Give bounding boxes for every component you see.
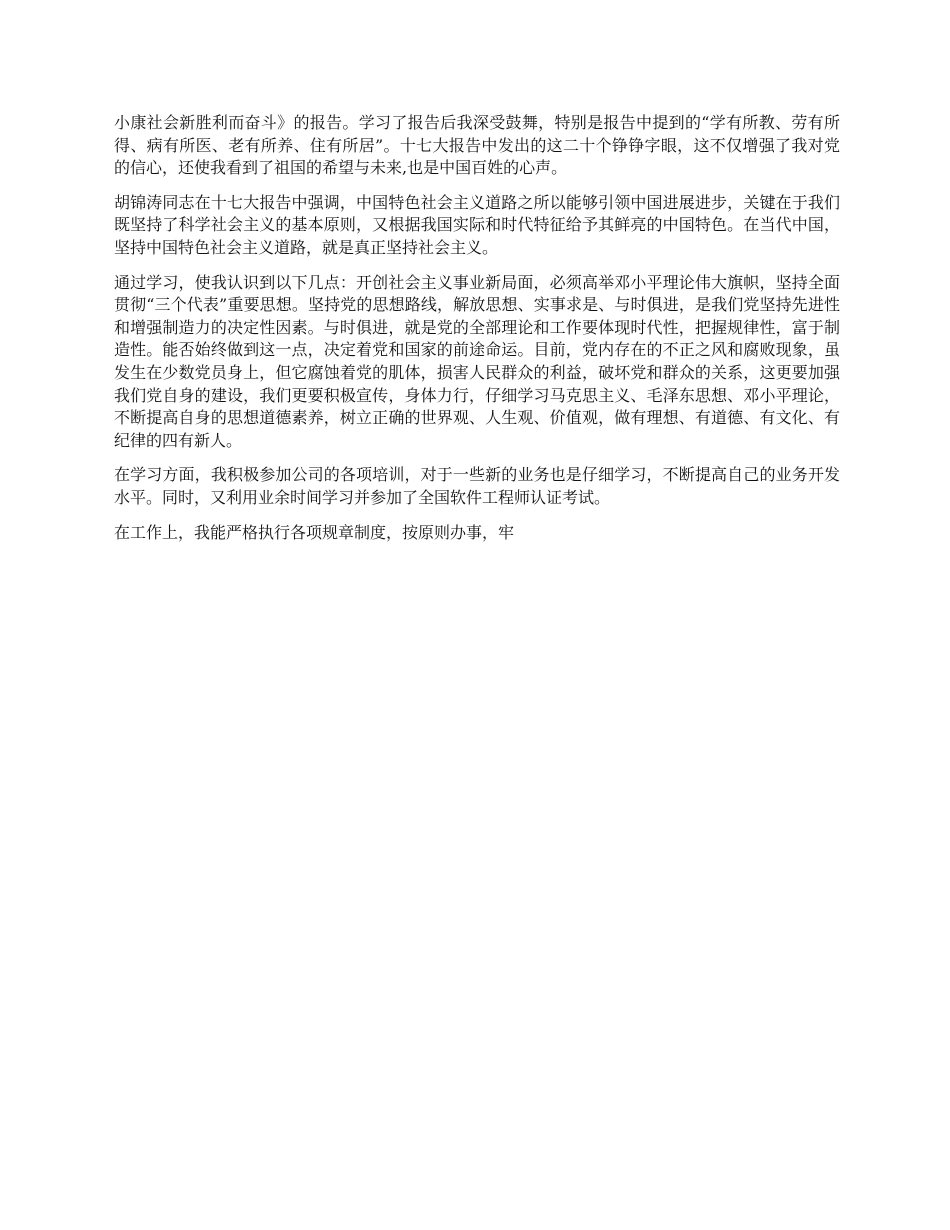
paragraph-2: 胡锦涛同志在十七大报告中强调，中国特色社会主义道路之所以能够引领中国进展进步，关键在于我们既坚持了科学社会主义的基本原则，又根据我国实际和时代特征给予其鲜亮的中国特色。在当代中国，坚持中国特色社会主义道路，就是真正坚持社会主义。: [114, 192, 840, 257]
paragraph-1: 小康社会新胜利而奋斗》的报告。学习了报告后我深受鼓舞，特别是报告中提到的“学有所教、劳有所得、病有所医、老有所养、住有所居”。十七大报告中发出的这二十个铮铮字眼，这不仅增强了我对党的信心，还使我看到了祖国的希望与未来,也是中国百姓的心声。: [114, 113, 840, 178]
paragraph-3: 通过学习，使我认识到以下几点：开创社会主义事业新局面，必须高举邓小平理论伟大旗帜，坚持全面贯彻“三个代表”重要思想。坚持党的思想路线，解放思想、实事求是、与时俱进，是我们党坚持先进性和增强制造力的决定性因素。与时俱进，就是党的全部理论和工作要体现时代性，把握规律性，富于制造性。能否始终做到这一点，决定着党和国家的前途命运。目前，党内存在的不正之风和腐败现象，虽发生在少数党员身上，但它腐蚀着党的肌体，损害人民群众的利益，破坏党和群众的关系，这更要加强我们党自身的建设，我们更要积极宣传，身体力行，仔细学习马克思主义、毛泽东思想、邓小平理论，不断提高自身的思想道德素养，树立正确的世界观、人生观、价值观，做有理想、有道德、有文化、有纪律的四有新人。: [114, 272, 840, 450]
paragraph-4: 在学习方面，我积极参加公司的各项培训，对于一些新的业务也是仔细学习，不断提高自己的业务开发水平。同时，又利用业余时间学习并参加了全国软件工程师认证考试。: [114, 465, 840, 507]
document-body: [114, 112, 840, 556]
paragraph-5: 在工作上，我能严格执行各项规章制度，按原则办事，牢: [114, 522, 515, 542]
